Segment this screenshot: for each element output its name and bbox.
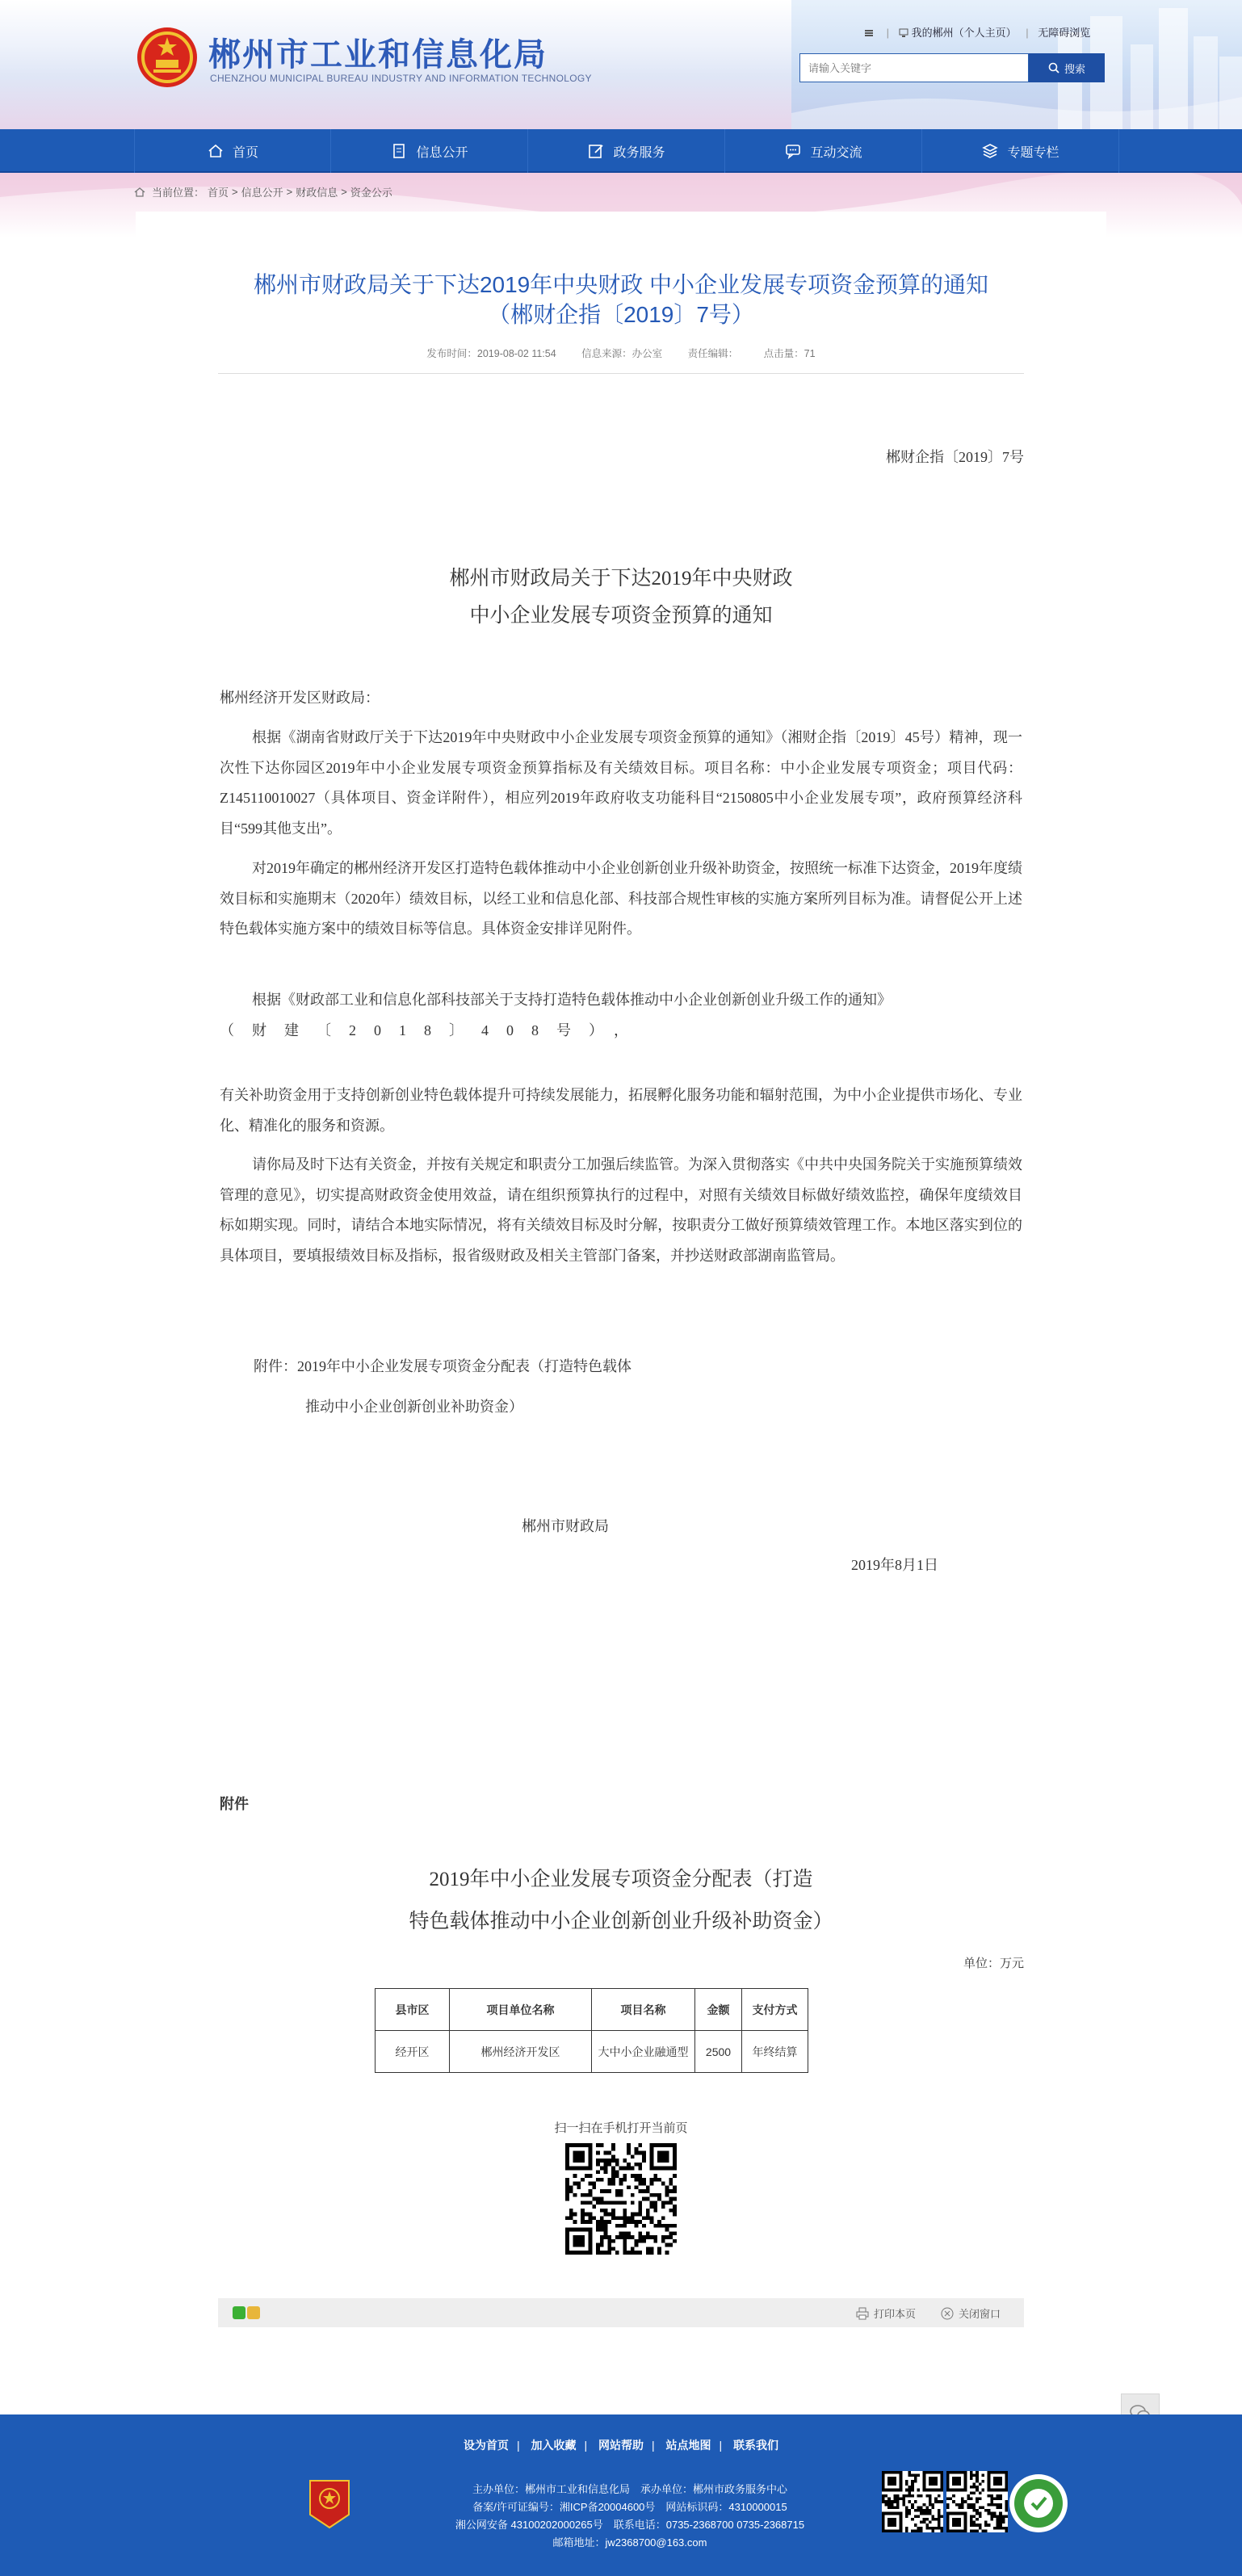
- breadcrumb-item-finance[interactable]: 财政信息: [296, 187, 338, 199]
- document-icon: [390, 142, 408, 160]
- monitor-icon: [899, 28, 908, 38]
- party-government-badge-icon[interactable]: [307, 2477, 352, 2531]
- footer-links: 设为首页 | 加入收藏 | 网站帮助 | 站点地图 | 联系我们: [463, 2439, 779, 2452]
- attachment-heading: 附件: [220, 1796, 249, 1812]
- search-button-label: 搜索: [1064, 62, 1085, 75]
- nav-label: 政务服务: [613, 145, 665, 160]
- accessibility-link[interactable]: 无障碍浏览: [1038, 27, 1091, 39]
- footer-organizer: 主办单位：郴州市工业和信息化局 承办单位：郴州市政务服务中心: [472, 2483, 787, 2495]
- error-correction-badge-icon[interactable]: [1008, 2473, 1069, 2534]
- site-header: [0, 0, 1242, 129]
- footer-link-favorite[interactable]: 加入收藏: [531, 2439, 577, 2452]
- document-title: [218, 560, 1024, 635]
- table-header: 项目单位名称: [450, 1989, 592, 2031]
- breadcrumb-prefix: 当前位置：: [152, 187, 205, 199]
- nav-label: 互动交流: [810, 145, 862, 160]
- signature-org: 郴州市财政局: [522, 1518, 609, 1534]
- footer-email: 邮箱地址：jw2368700@163.com: [552, 2536, 707, 2549]
- addressee: 郴州经济开发区财政局：: [220, 690, 380, 706]
- close-window-button[interactable]: [941, 2305, 1001, 2321]
- footer-qr-code-1: [882, 2471, 943, 2532]
- paragraph-3-line1: 根据《财政部工业和信息化部科技部关于支持打造特色载体推动中小企业创新创业升级工作的通知》: [252, 992, 892, 1008]
- divider: [218, 373, 1024, 374]
- article-title: [218, 270, 1024, 329]
- footer-police-record[interactable]: 湘公网安备 43100202000265号 联系电话：0735-2368700 0735-2368715: [455, 2519, 805, 2531]
- table-row: [376, 2031, 808, 2073]
- table-title-line1: 2019年中小企业发展专项资金分配表（打造: [429, 1869, 813, 1890]
- document-number: 郴财企指〔2019〕7号: [886, 449, 1024, 465]
- paragraph-3-docref: （财建〔2018〕408号），: [220, 1022, 646, 1038]
- footer-link-homepage[interactable]: 设为首页: [463, 2439, 509, 2452]
- breadcrumb: [134, 184, 392, 199]
- breadcrumb-item-funds[interactable]: 资金公示: [350, 187, 392, 199]
- site-title: 郴州市工业和信息化局: [208, 36, 548, 73]
- table-header-row: [376, 1989, 808, 2031]
- paragraph-2: 对2019年确定的郴州经济开发区打造特色载体推动中小企业创新创业升级补助资金，按照统一标准下达资金，2019年度绩效目标和实施期末（2020年）绩效目标，以经工业和信息化部、科技部合规性审核的实施方案所列目标为准。请督促公开上述特色载体实施方案中的绩效目标等信息。具体资金安排详见附件。: [220, 860, 1022, 937]
- close-icon: [941, 2307, 954, 2320]
- article-title-line1: 郴州市财政局关于下达2019年中央财政 中小企业发展专项资金预算的通知: [253, 272, 989, 297]
- footer-qr-code-2: [946, 2471, 1008, 2532]
- unit-label: 单位：万元: [963, 1957, 1024, 1970]
- attachment-line2: 推动中小企业创新创业补助资金）: [305, 1399, 523, 1415]
- nav-item-interaction[interactable]: [725, 129, 922, 173]
- article-title-line2: （郴财企指〔2019〕7号）: [488, 302, 754, 327]
- footer-license[interactable]: 备案/许可证编号：湘ICP备20004600号 网站标识码：4310000015: [472, 2501, 787, 2513]
- footer-link-sitemap[interactable]: 站点地图: [665, 2439, 711, 2452]
- print-label: 打印本页: [874, 2308, 917, 2320]
- home-icon: [207, 142, 224, 160]
- search-icon: [1048, 62, 1059, 73]
- table-cell: 郴州经济开发区: [450, 2031, 592, 2073]
- attachment-line1: 附件：2019年中小企业发展专项资金分配表（打造特色载体: [254, 1358, 631, 1374]
- table-cell: 2500: [695, 2031, 742, 2073]
- top-links: | 我的郴州（个人主页） | 无障碍浏览: [864, 24, 1090, 40]
- breadcrumb-item-info[interactable]: 信息公开: [241, 187, 283, 199]
- signature-date: 2019年8月1日: [851, 1557, 938, 1573]
- paragraph-1: 根据《湖南省财政厅关于下达2019年中央财政中小企业发展专项资金预算的通知》（湘财企指〔2019〕45号）精神，现一次性下达你园区2019年中小企业发展专项资金预算指标及有关绩效目标。项目名称：中小企业发展专项资金；项目代码：Z145110010027（具体项目、资金详附件），相应列2019年政府收支功能科目“2150805中小企业发展专项”，政府预算经济科目“599其他支出”。: [220, 729, 1022, 837]
- printer-icon: [856, 2307, 869, 2320]
- info-source: 信息来源：办公室: [581, 348, 663, 359]
- table-header: 县市区: [376, 1989, 450, 2031]
- breadcrumb-separator: >: [286, 186, 293, 198]
- share-icons: [233, 2306, 260, 2319]
- print-button[interactable]: [856, 2305, 916, 2321]
- document-title-line2: 中小企业发展专项资金预算的通知: [469, 605, 773, 627]
- footer-link-contact[interactable]: 联系我们: [733, 2439, 779, 2452]
- qr-label: 扫一扫在手机打开当前页: [554, 2121, 688, 2135]
- table-cell: 经开区: [376, 2031, 450, 2073]
- search-input[interactable]: [800, 54, 1030, 82]
- breadcrumb-separator: >: [232, 186, 238, 198]
- paragraph-4: 请你局及时下达有关资金，并按有关规定和职责分工加强后续监管。为深入贯彻落实《中共中央国务院关于实施预算绩效管理的意见》，切实提高财政资金使用效益，请在组织预算执行的过程中，对照有关绩效目标做好绩效监控，确保年度绩效目标如期实现。同时，请结合本地实际情况，将有关绩效目标及时分解，按职责分工做好预算绩效管理工作。本地区落实到位的具体项目，要填报绩效目标及指标，报省级财政及相关主管部门备案，并抄送财政部湖南监管局。: [220, 1156, 1022, 1264]
- table-title-line2: 特色载体推动中小企业创新创业升级补助资金）: [409, 1911, 833, 1932]
- nav-label: 首页: [232, 145, 258, 160]
- breadcrumb-separator: >: [341, 186, 347, 198]
- search-button[interactable]: [1029, 53, 1105, 82]
- layers-icon: [981, 142, 999, 160]
- national-emblem-icon: [136, 26, 199, 89]
- breadcrumb-item-home[interactable]: 首页: [208, 187, 229, 199]
- view-count: 点击量：71: [763, 348, 816, 359]
- nav-item-special-topics[interactable]: [922, 129, 1119, 173]
- chat-icon: [784, 142, 802, 160]
- site-subtitle: CHENZHOU MUNICIPAL BUREAU INDUSTRY AND INFORMATION TECHNOLOGY: [210, 73, 592, 84]
- table-header: 支付方式: [742, 1989, 808, 2031]
- allocation-table: [375, 1988, 808, 2073]
- table-cell: 年终结算: [742, 2031, 808, 2073]
- editor: 责任编辑：: [687, 348, 739, 359]
- footer-link-help[interactable]: 网站帮助: [598, 2439, 644, 2452]
- publish-time: 发布时间：2019-08-02 11:54: [426, 348, 556, 359]
- my-chenzhou-link[interactable]: 我的郴州（个人主页）: [911, 27, 1017, 39]
- share-toolbar: [218, 2298, 1024, 2327]
- nav-item-gov-services[interactable]: [528, 129, 725, 173]
- table-cell: 大中小企业融通型: [592, 2031, 695, 2073]
- qr-code-image: [565, 2143, 677, 2255]
- nav-item-home[interactable]: [134, 129, 331, 173]
- edit-icon: [587, 142, 605, 160]
- footer-info: [420, 2481, 840, 2552]
- home-icon: [134, 187, 145, 198]
- close-label: 关闭窗口: [959, 2308, 1001, 2320]
- document-title-line1: 郴州市财政局关于下达2019年中央财政: [449, 568, 793, 589]
- main-nav: [0, 129, 1242, 173]
- paragraph-3-body: 有关补助资金用于支持创新创业特色载体提升可持续发展能力，拓展孵化服务功能和辐射范围，为中小企业提供市场化、专业化、精准化的服务和资源。: [220, 1087, 1022, 1134]
- menu-icon[interactable]: [864, 28, 874, 38]
- nav-label: 信息公开: [416, 145, 468, 160]
- table-header: 项目名称: [592, 1989, 695, 2031]
- article-meta: [218, 346, 1024, 360]
- nav-label: 专题专栏: [1007, 145, 1059, 160]
- weibo-share-icon[interactable]: [247, 2306, 260, 2319]
- search-box: [799, 53, 1029, 82]
- wechat-share-icon[interactable]: [233, 2306, 245, 2319]
- table-title: [218, 1859, 1024, 1943]
- nav-item-info-disclosure[interactable]: [331, 129, 528, 173]
- table-header: 金额: [695, 1989, 742, 2031]
- site-footer: [0, 2414, 1242, 2576]
